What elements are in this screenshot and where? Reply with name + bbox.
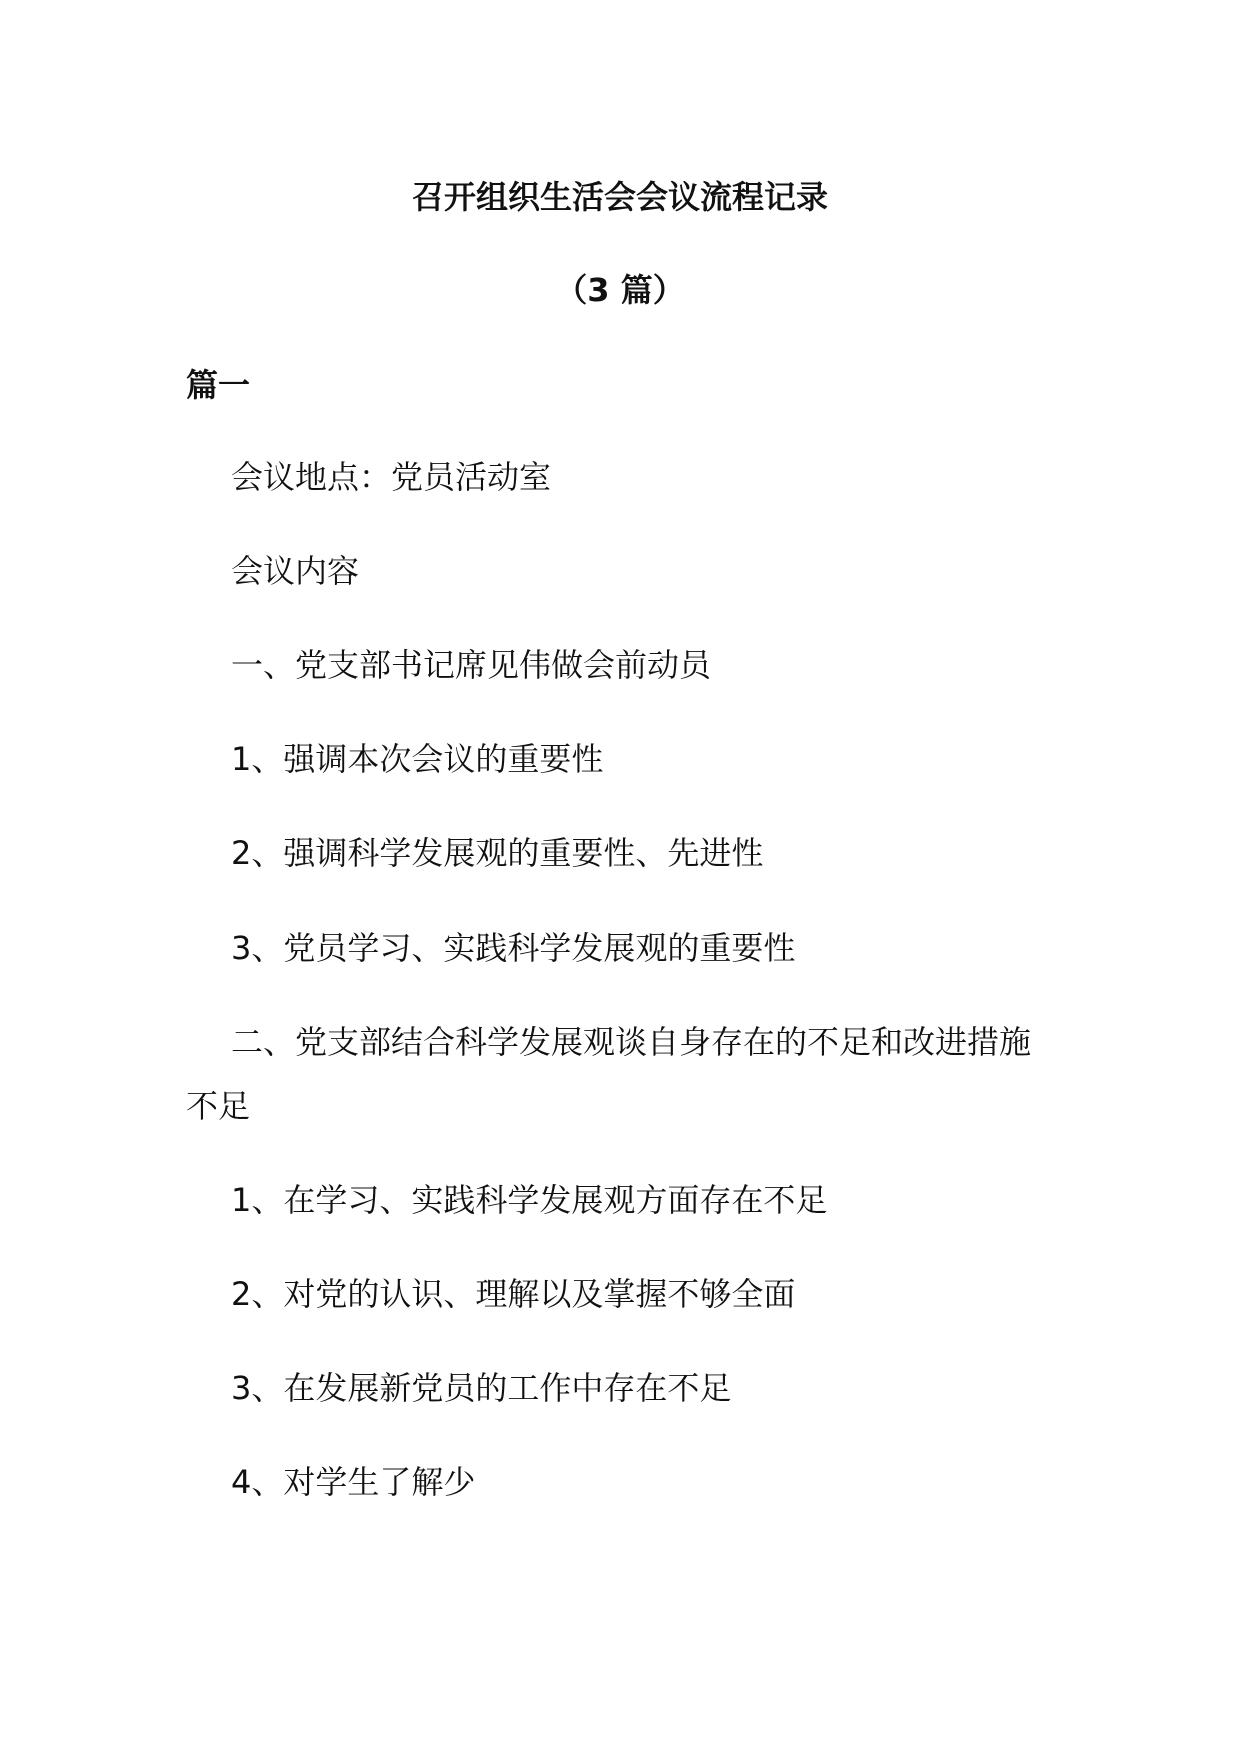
agenda-point: 3、党员学习、实践科学发展观的重要性 (231, 929, 796, 967)
agenda-point: 2、强调科学发展观的重要性、先进性 (231, 834, 764, 872)
agenda-point: 4、对学生了解少 (231, 1463, 476, 1501)
agenda-item-1: 一、党支部书记席见伟做会前动员 (231, 646, 712, 684)
section-heading: 篇一 (186, 366, 251, 404)
agenda-item-2: 二、党支部结合科学发展观谈自身存在的不足和改进措施不足 (186, 1023, 1032, 1125)
meeting-content-label: 会议内容 (231, 552, 360, 590)
agenda-point: 2、对党的认识、理解以及掌握不够全面 (231, 1275, 796, 1313)
agenda-point: 3、在发展新党员的工作中存在不足 (231, 1369, 732, 1407)
document-title: 召开组织生活会会议流程记录 (411, 178, 828, 216)
agenda-point: 1、在学习、实践科学发展观方面存在不足 (231, 1181, 828, 1219)
agenda-point: 1、强调本次会议的重要性 (231, 740, 604, 778)
meeting-location: 会议地点：党员活动室 (231, 458, 552, 496)
document-subtitle: （3 篇） (555, 271, 685, 309)
